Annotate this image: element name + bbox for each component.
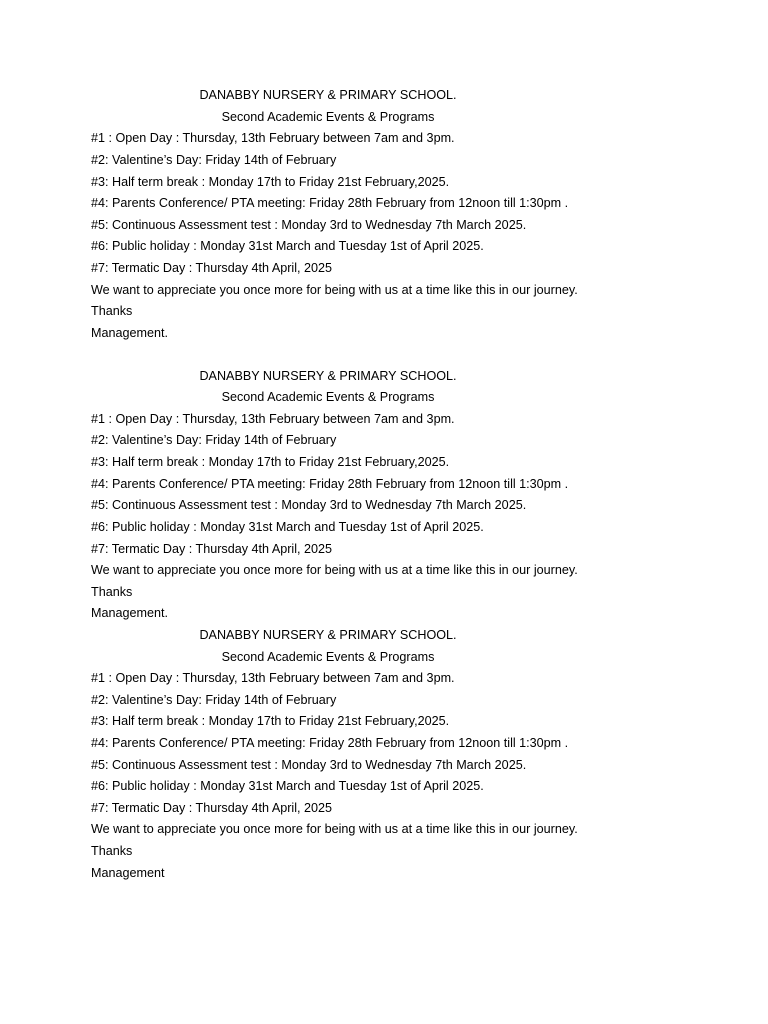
signoff-text: Management. [91,606,169,620]
subtitle: Second Academic Events & Programs [221,110,435,124]
thanks-text: Thanks [91,844,133,858]
signoff-text: Management [91,866,165,880]
event-line: #6: Public holiday : Monday 31st March and Tuesday 1st of April 2025. [91,779,484,793]
appreciation-text: We want to appreciate you once more for being with us at a time like this in our journey. [91,822,578,836]
event-line: #5: Continuous Assessment test : Monday 3rd to Wednesday 7th March 2025. [91,498,527,512]
subtitle: Second Academic Events & Programs [221,390,435,404]
event-line: #3: Half term break : Monday 17th to Friday 21st February,2025. [91,714,450,728]
event-line: #2: Valentine’s Day: Friday 14th of February [91,153,337,167]
event-line: #1 : Open Day : Thursday, 13th February between 7am and 3pm. [91,131,455,145]
event-line: #3: Half term break : Monday 17th to Friday 21st February,2025. [91,455,450,469]
appreciation-text: We want to appreciate you once more for being with us at a time like this in our journey. [91,563,578,577]
event-line: #7: Termatic Day : Thursday 4th April, 2025 [91,801,333,815]
event-line: #4: Parents Conference/ PTA meeting: Friday 28th February from 12noon till 1:30pm . [91,477,569,491]
event-line: #6: Public holiday : Monday 31st March and Tuesday 1st of April 2025. [91,239,484,253]
appreciation-text: We want to appreciate you once more for being with us at a time like this in our journey. [91,283,578,297]
event-line: #7: Termatic Day : Thursday 4th April, 2025 [91,261,333,275]
event-line: #2: Valentine’s Day: Friday 14th of February [91,693,337,707]
school-name: DANABBY NURSERY & PRIMARY SCHOOL. [199,369,457,383]
event-line: #5: Continuous Assessment test : Monday 3rd to Wednesday 7th March 2025. [91,218,527,232]
event-line: #5: Continuous Assessment test : Monday 3rd to Wednesday 7th March 2025. [91,758,527,772]
event-line: #7: Termatic Day : Thursday 4th April, 2025 [91,542,333,556]
event-line: #1 : Open Day : Thursday, 13th February between 7am and 3pm. [91,671,455,685]
event-line: #2: Valentine’s Day: Friday 14th of February [91,433,337,447]
thanks-text: Thanks [91,304,133,318]
event-line: #1 : Open Day : Thursday, 13th February between 7am and 3pm. [91,412,455,426]
event-line: #4: Parents Conference/ PTA meeting: Friday 28th February from 12noon till 1:30pm . [91,196,569,210]
event-line: #6: Public holiday : Monday 31st March and Tuesday 1st of April 2025. [91,520,484,534]
subtitle: Second Academic Events & Programs [221,650,435,664]
event-line: #3: Half term break : Monday 17th to Friday 21st February,2025. [91,175,450,189]
event-line: #4: Parents Conference/ PTA meeting: Friday 28th February from 12noon till 1:30pm . [91,736,569,750]
signoff-text: Management. [91,326,169,340]
school-name: DANABBY NURSERY & PRIMARY SCHOOL. [199,88,457,102]
school-name: DANABBY NURSERY & PRIMARY SCHOOL. [199,628,457,642]
thanks-text: Thanks [91,585,133,599]
